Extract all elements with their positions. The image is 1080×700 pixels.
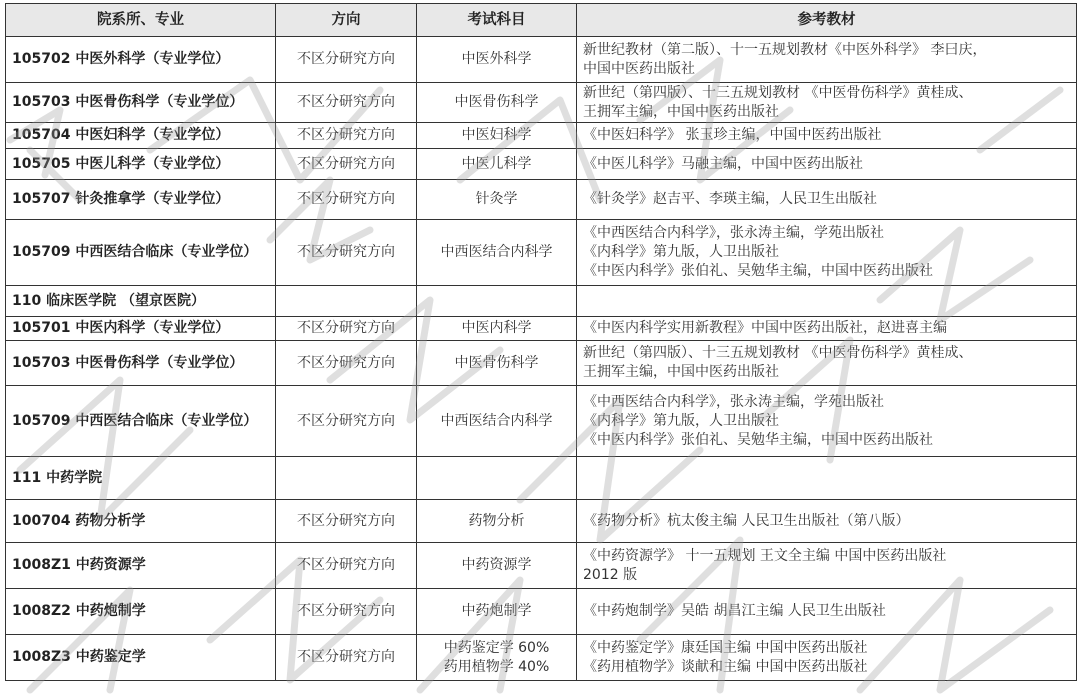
cell-subject [417,386,577,457]
cell-direction: 不区分研究方向 [276,386,417,457]
cell-direction: 不区分研究方向 [276,83,417,123]
reference-line: 《药用植物学》谈献和主编 中国中医药出版社 [583,658,868,675]
cell-major: 105709 中西医结合临床（专业学位） [6,220,276,286]
table-body [6,37,1077,681]
cell-reference [577,500,1077,543]
subject-line: 中医骨伤科学 [454,354,539,371]
subject-line: 针灸学 [475,191,518,207]
cell-subject [417,220,577,286]
cell-reference [577,543,1077,589]
cell-major: 105703 中医骨伤科学（专业学位） [6,341,276,386]
cell-reference [577,457,1077,500]
table-row [6,589,1077,635]
cell-subject [417,457,577,500]
cell-direction [276,457,417,500]
cell-subject [417,123,577,149]
subject-line: 中医骨伤科学 [454,94,539,110]
cell-reference [577,635,1077,681]
cell-reference [577,123,1077,149]
header-row [6,4,1077,37]
subject-line: 中西医结合内科学 [440,244,553,260]
cell-reference [577,386,1077,457]
cell-major: 110 临床医学院 （望京医院） [6,286,276,317]
reference-line: 《中医儿科学》马融主编，中国中医药出版社 [583,155,863,172]
cell-subject [417,286,577,317]
header-reference: 参考教材 [577,4,1077,37]
reference-line: 新世纪教材（第二版）、十一五规划教材《中医外科学》 李曰庆， [583,41,987,58]
subject-line: 药物分析 [468,512,525,529]
cell-major: 1008Z3 中药鉴定学 [6,635,276,681]
cell-direction: 不区分研究方向 [276,341,417,386]
cell-major: 1008Z2 中药炮制学 [6,589,276,635]
cell-reference [577,341,1077,386]
reference-line: 《中药鉴定学》康廷国主编 中国中医药出版社 [583,639,868,656]
table-row [6,286,1077,317]
reference-line: 新世纪（第四版）、十三五规划教材 《中医骨伤科学》黄桂成、 [583,84,973,101]
reference-line: 王拥军主编，中国中医药出版社 [583,103,779,120]
cell-direction: 不区分研究方向 [276,37,417,83]
cell-direction: 不区分研究方向 [276,220,417,286]
cell-direction: 不区分研究方向 [276,500,417,543]
table-row [6,123,1077,149]
reference-line: 《针灸学》赵吉平、李瑛主编，人民卫生出版社 [583,191,877,207]
cell-major: 111 中药学院 [6,457,276,500]
cell-subject [417,543,577,589]
cell-reference [577,220,1077,286]
cell-reference [577,589,1077,635]
cell-major: 1008Z1 中药资源学 [6,543,276,589]
reference-line: 《中医内科学》张伯礼、吴勉华主编，中国中医药出版社 [583,263,933,279]
reference-line: 《中西医结合内科学》，张永涛主编，学苑出版社 [583,393,884,410]
cell-subject [417,317,577,341]
cell-direction: 不区分研究方向 [276,543,417,589]
cell-reference [577,149,1077,180]
table-row [6,83,1077,123]
subject-line: 中医内科学 [461,320,532,336]
table-row [6,500,1077,543]
reference-line: 《内科学》第九版，人卫出版社 [583,412,779,429]
cell-subject [417,635,577,681]
reference-line: 《中药资源学》 十一五规划 王文全主编 中国中医药出版社 [583,547,947,564]
header-subject: 考试科目 [417,4,577,37]
cell-direction: 不区分研究方向 [276,589,417,635]
header-direction: 方向 [276,4,417,37]
subject-line: 药用植物学 40% [443,658,550,675]
table-row [6,457,1077,500]
table-row [6,149,1077,180]
subject-line: 中药鉴定学 60% [443,639,550,656]
reference-line: 2012 版 [583,566,638,583]
cell-major: 105709 中西医结合临床（专业学位） [6,386,276,457]
cell-subject [417,341,577,386]
table-row [6,220,1077,286]
table-row [6,635,1077,681]
subject-line: 中药炮制学 [461,603,532,619]
cell-major: 105705 中医儿科学（专业学位） [6,149,276,180]
cell-subject [417,149,577,180]
table-row [6,317,1077,341]
reference-line: 《内科学》第九版，人卫出版社 [583,244,779,260]
cell-subject [417,37,577,83]
cell-direction: 不区分研究方向 [276,635,417,681]
cell-reference [577,180,1077,220]
cell-subject [417,180,577,220]
header-major: 院系所、专业 [6,4,276,37]
cell-reference [577,286,1077,317]
subject-line: 中医儿科学 [461,155,532,172]
subject-line: 中药资源学 [461,557,532,573]
cell-direction: 不区分研究方向 [276,317,417,341]
table-row [6,180,1077,220]
subject-line: 中医外科学 [461,51,532,67]
reference-line: 《中医内科学实用新教程》中国中医药出版社，赵进喜主编 [583,320,947,336]
subject-line: 中医妇科学 [461,127,532,143]
reference-line: 《中医妇科学》 张玉珍主编，中国中医药出版社 [583,127,882,143]
table-row [6,37,1077,83]
cell-major: 100704 药物分析学 [6,500,276,543]
reference-line: 新世纪（第四版）、十三五规划教材 《中医骨伤科学》黄桂成、 [583,345,973,361]
cell-major: 105703 中医骨伤科学（专业学位） [6,83,276,123]
cell-major: 105701 中医内科学（专业学位） [6,317,276,341]
reference-line: 《中医内科学》张伯礼、吴勉华主编，中国中医药出版社 [583,431,933,448]
cell-reference [577,317,1077,341]
cell-subject [417,589,577,635]
reference-line: 《中西医结合内科学》，张永涛主编，学苑出版社 [583,225,884,241]
cell-direction: 不区分研究方向 [276,149,417,180]
cell-major: 105707 针灸推拿学（专业学位） [6,180,276,220]
reference-line: 王拥军主编，中国中医药出版社 [583,364,779,380]
cell-major: 105704 中医妇科学（专业学位） [6,123,276,149]
table-row [6,543,1077,589]
cell-direction [276,286,417,317]
cell-major: 105702 中医外科学（专业学位） [6,37,276,83]
syllabus-table [5,3,1077,681]
cell-reference [577,37,1077,83]
cell-reference [577,83,1077,123]
cell-subject [417,500,577,543]
reference-line: 《药物分析》杭太俊主编 人民卫生出版社（第八版） [583,512,910,529]
table-row [6,341,1077,386]
table-row [6,386,1077,457]
reference-line: 《中药炮制学》吴皓 胡昌江主编 人民卫生出版社 [583,603,886,619]
subject-line: 中西医结合内科学 [440,412,553,429]
reference-line: 中国中医药出版社 [583,60,695,77]
cell-subject [417,83,577,123]
cell-direction: 不区分研究方向 [276,180,417,220]
cell-direction: 不区分研究方向 [276,123,417,149]
